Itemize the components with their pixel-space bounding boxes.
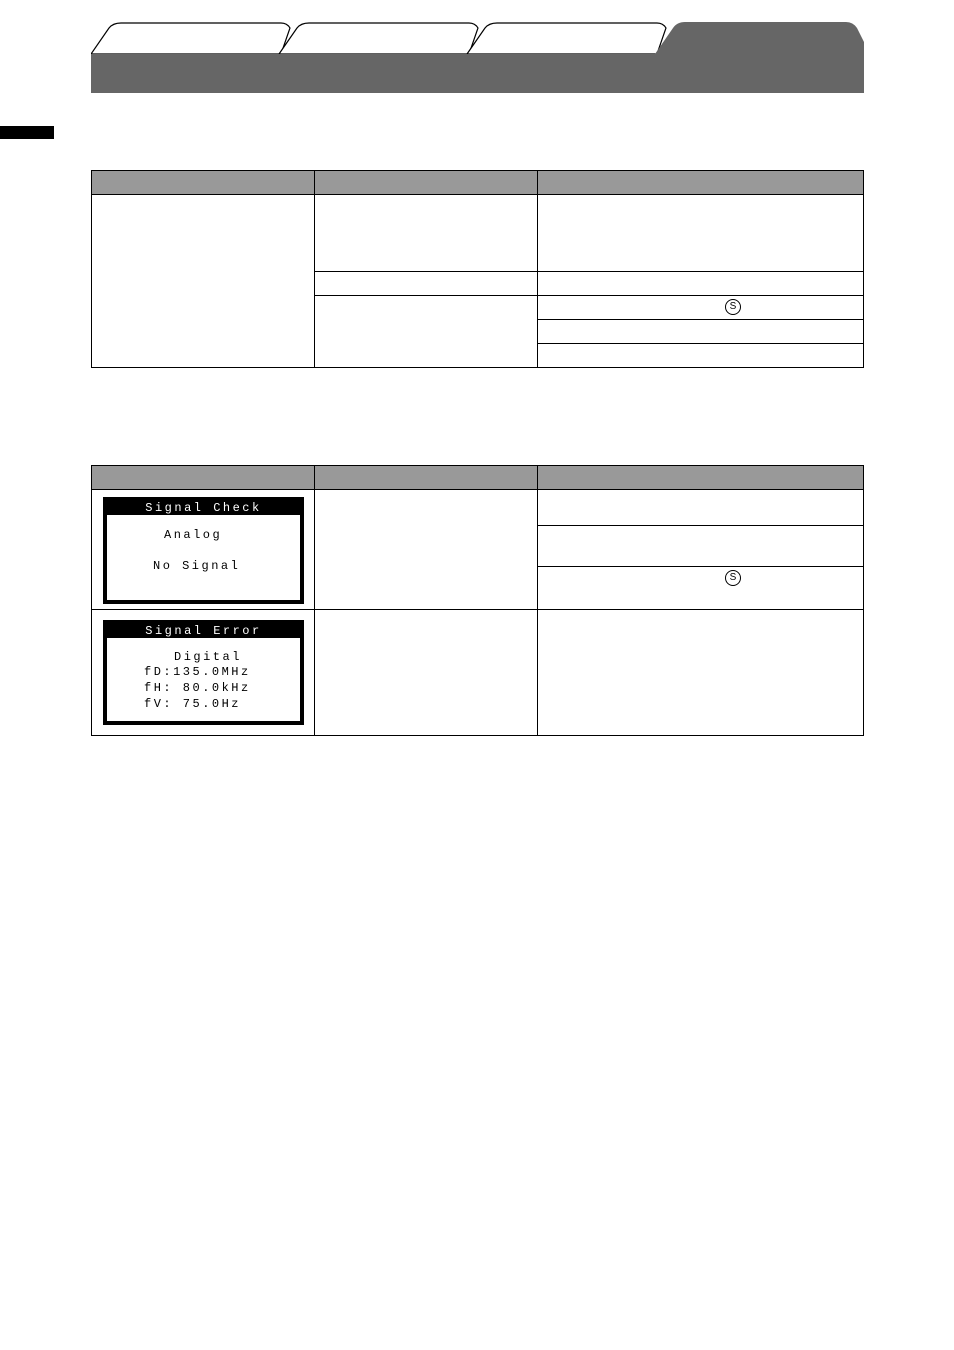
- column-divider: [537, 466, 538, 735]
- row-divider: [537, 566, 863, 567]
- tab-4-active[interactable]: [655, 22, 864, 54]
- row-divider: [92, 609, 863, 610]
- circled-s-icon: S: [725, 570, 741, 586]
- column-divider: [314, 466, 315, 735]
- section-marker: [0, 126, 54, 139]
- row-divider: [314, 295, 863, 296]
- row-divider: [314, 271, 863, 272]
- row-divider: [537, 343, 863, 344]
- header-band: [91, 54, 864, 93]
- osd-horizontal-frequency: fH: 80.0kHz: [144, 681, 251, 695]
- row-divider: [537, 319, 863, 320]
- osd-title: Signal Error: [145, 624, 262, 638]
- osd-signal-status: No Signal: [153, 559, 241, 573]
- row-divider: [537, 525, 863, 526]
- column-divider: [314, 171, 315, 367]
- osd-vertical-frequency: fV: 75.0Hz: [144, 697, 242, 711]
- tab-1[interactable]: [91, 23, 290, 54]
- osd-input-type: Digital: [174, 650, 242, 664]
- osd-dot-clock: fD:135.0MHz: [144, 665, 251, 679]
- tab-2[interactable]: [279, 23, 478, 54]
- signal-error-window: [103, 620, 304, 725]
- troubleshooting-table-2: [91, 465, 864, 736]
- table-header: [92, 466, 863, 490]
- osd-title: Signal Check: [145, 501, 262, 515]
- osd-body: [107, 515, 300, 600]
- osd-body: [107, 638, 300, 721]
- signal-check-window: [103, 497, 304, 604]
- osd-input-type: Analog: [164, 528, 223, 542]
- troubleshooting-table-1: [91, 170, 864, 368]
- table-header: [92, 171, 863, 195]
- circled-s-icon: S: [725, 299, 741, 315]
- column-divider: [537, 171, 538, 367]
- tab-3[interactable]: [467, 23, 666, 54]
